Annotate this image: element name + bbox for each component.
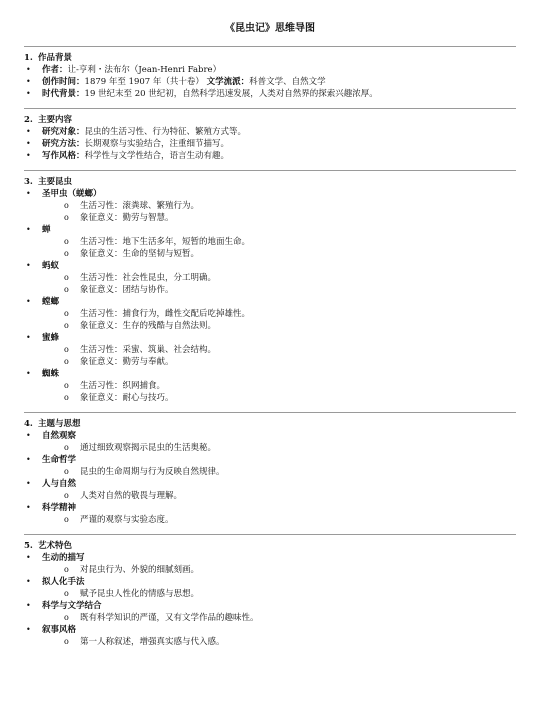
sub-list [64, 308, 516, 332]
sub-list [64, 612, 516, 624]
sub-list [64, 236, 516, 260]
key-colon: ： [76, 77, 85, 87]
sub-list-item [64, 236, 516, 248]
sub-bullet-icon: o [64, 565, 69, 574]
sub-list-item [64, 284, 516, 296]
list-item [24, 368, 516, 404]
bullet-icon: • [26, 127, 31, 136]
sub-list-item [64, 320, 516, 332]
list-item [24, 88, 516, 100]
list-item [24, 126, 516, 138]
theme-desc: 人类对自然的敬畏与理解。 [80, 491, 183, 501]
insect-meaning: 象征意义：生命的坚韧与短暂。 [80, 249, 200, 259]
item-key: 研究对象 [42, 127, 77, 137]
theme-name: 自然观察 [42, 431, 77, 441]
bullet-icon: • [26, 297, 31, 306]
bullet-icon: • [26, 601, 31, 610]
section-art [24, 540, 516, 648]
bullet-icon: • [26, 333, 31, 342]
list-item [24, 454, 516, 478]
sub-list [64, 564, 516, 576]
section-number: 4. [24, 419, 33, 429]
bullet-icon: • [26, 625, 31, 634]
sub-bullet-icon: o [64, 467, 69, 476]
list-item [24, 502, 516, 526]
section-heading [24, 52, 516, 64]
sub-bullet-icon: o [64, 393, 69, 402]
item-value: 让-亨利・法布尔（Jean-Henri Fabre） [67, 65, 222, 75]
sub-list-item [64, 490, 516, 502]
sub-list [64, 200, 516, 224]
key-colon: ： [76, 89, 85, 99]
art-desc: 第一人称叙述，增强真实感与代入感。 [80, 637, 225, 647]
sub-list-item [64, 564, 516, 576]
section-divider [24, 534, 516, 535]
key-colon: ： [76, 139, 85, 149]
list-item [24, 260, 516, 296]
item-value: 科学性与文学性结合，语言生动有趣。 [84, 151, 230, 161]
section-divider [24, 170, 516, 171]
section-number: 1. [24, 53, 33, 63]
bullet-icon: • [26, 151, 31, 160]
insect-habit: 生活习性：社会性昆虫，分工明确。 [80, 273, 217, 283]
list-item [24, 224, 516, 260]
bullet-icon: • [26, 225, 31, 234]
list-item [24, 478, 516, 502]
sub-list-item [64, 272, 516, 284]
content-list [24, 126, 516, 162]
sub-list-item [64, 380, 516, 392]
item-value: 1879 年至 1907 年（共十卷） [84, 77, 204, 87]
section-heading [24, 418, 516, 430]
sub-bullet-icon: o [64, 443, 69, 452]
sub-bullet-icon: o [64, 213, 69, 222]
art-desc: 赋予昆虫人性化的情感与思想。 [80, 589, 200, 599]
section-heading [24, 540, 516, 552]
list-item [24, 430, 516, 454]
insect-habit: 生活习性：捕食行为，雌性交配后吃掉雄性。 [80, 309, 251, 319]
sub-bullet-icon: o [64, 589, 69, 598]
insects-list [24, 188, 516, 404]
theme-name: 科学精神 [42, 503, 77, 513]
bullet-icon: • [26, 139, 31, 148]
section-title: 作品背景 [38, 53, 73, 63]
section-heading [24, 176, 516, 188]
item-key: 时代背景 [42, 89, 77, 99]
sub-list-item [64, 392, 516, 404]
bullet-icon: • [26, 577, 31, 586]
list-item [24, 624, 516, 648]
art-name: 科学与文学结合 [42, 601, 102, 611]
sub-list [64, 514, 516, 526]
theme-name: 生命哲学 [42, 455, 77, 465]
insect-habit: 生活习性：滚粪球、繁殖行为。 [80, 201, 200, 211]
bullet-icon: • [26, 479, 31, 488]
key-colon: ： [76, 151, 85, 161]
art-desc: 既有科学知识的严谨，又有文学作品的趣味性。 [80, 613, 259, 623]
sub-list [64, 636, 516, 648]
list-item [24, 296, 516, 332]
sub-bullet-icon: o [64, 249, 69, 258]
bullet-icon: • [26, 189, 31, 198]
themes-list [24, 430, 516, 526]
insect-name: 螳螂 [42, 297, 60, 307]
sub-list-item [64, 466, 516, 478]
insect-name: 蚂蚁 [42, 261, 60, 271]
art-name: 拟人化手法 [42, 577, 85, 587]
theme-desc: 通过细致观察揭示昆虫的生活奥秘。 [80, 443, 217, 453]
list-item [24, 76, 516, 88]
background-list [24, 64, 516, 100]
sub-bullet-icon: o [64, 613, 69, 622]
bullet-icon: • [26, 77, 31, 86]
item-value: 科普文学、自然文学 [249, 77, 326, 87]
key-colon: ： [240, 77, 250, 87]
sub-list-item [64, 308, 516, 320]
item-value: 19 世纪末至 20 世纪初，自然科学迅速发展，人类对自然界的探索兴趣浓厚。 [84, 89, 378, 99]
list-item [24, 64, 516, 76]
section-title: 主要昆虫 [38, 177, 73, 187]
insect-name: 蜜蜂 [42, 333, 60, 343]
sub-bullet-icon: o [64, 309, 69, 318]
sub-list [64, 466, 516, 478]
section-number: 5. [24, 541, 33, 551]
item-value: 长期观察与实验结合，注重细节描写。 [84, 139, 230, 149]
insect-name: 蜘蛛 [42, 369, 60, 379]
insect-habit: 生活习性：地下生活多年，短暂的地面生命。 [80, 237, 251, 247]
bullet-icon: • [26, 369, 31, 378]
section-divider [24, 108, 516, 109]
sub-bullet-icon: o [64, 345, 69, 354]
item-key: 创作时间 [42, 77, 77, 87]
sub-list-item [64, 212, 516, 224]
sub-bullet-icon: o [64, 491, 69, 500]
sub-list-item [64, 200, 516, 212]
sub-bullet-icon: o [64, 237, 69, 246]
item-key: 研究方法 [42, 139, 77, 149]
sub-bullet-icon: o [64, 515, 69, 524]
insect-meaning: 象征意义：勤劳与智慧。 [80, 213, 174, 223]
section-content [24, 114, 516, 162]
bullet-icon: • [26, 455, 31, 464]
sub-list [64, 380, 516, 404]
sub-list [64, 442, 516, 454]
sub-list-item [64, 636, 516, 648]
sub-bullet-icon: o [64, 637, 69, 646]
art-list [24, 552, 516, 648]
sub-bullet-icon: o [64, 201, 69, 210]
sub-list-item [64, 356, 516, 368]
insect-meaning: 象征意义：耐心与技巧。 [80, 393, 174, 403]
document-title: 《昆虫记》思维导图 [225, 23, 315, 34]
insect-name: 圣甲虫（蜣螂） [42, 189, 102, 199]
item-value: 昆虫的生活习性、行为特征、繁殖方式等。 [84, 127, 247, 137]
section-background [24, 52, 516, 100]
bullet-icon: • [26, 431, 31, 440]
sub-bullet-icon: o [64, 285, 69, 294]
sub-bullet-icon: o [64, 381, 69, 390]
section-number: 2. [24, 115, 33, 125]
theme-desc: 昆虫的生命周期与行为反映自然规律。 [80, 467, 225, 477]
insect-meaning: 象征意义：团结与协作。 [80, 285, 174, 295]
sub-list [64, 344, 516, 368]
list-item [24, 332, 516, 368]
theme-desc: 严谨的观察与实验态度。 [80, 515, 174, 525]
bullet-icon: • [26, 261, 31, 270]
list-item [24, 138, 516, 150]
sub-list-item [64, 344, 516, 356]
list-item [24, 552, 516, 576]
item-key: 文学流派 [206, 77, 241, 87]
section-title: 主题与思想 [38, 419, 81, 429]
sub-list-item [64, 588, 516, 600]
insect-meaning: 象征意义：勤劳与奉献。 [80, 357, 174, 367]
list-item [24, 576, 516, 600]
bullet-icon: • [26, 65, 31, 74]
art-name: 生动的描写 [42, 553, 85, 563]
section-themes [24, 418, 516, 526]
sub-list-item [64, 514, 516, 526]
bullet-icon: • [26, 553, 31, 562]
section-number: 3. [24, 177, 33, 187]
sub-bullet-icon: o [64, 321, 69, 330]
art-name: 叙事风格 [42, 625, 77, 635]
section-title: 主要内容 [38, 115, 73, 125]
sub-bullet-icon: o [64, 357, 69, 366]
insect-habit: 生活习性：织网捕食。 [80, 381, 166, 391]
section-divider [24, 46, 516, 47]
sub-bullet-icon: o [64, 273, 69, 282]
list-item [24, 188, 516, 224]
list-item [24, 150, 516, 162]
section-title: 艺术特色 [38, 541, 73, 551]
sub-list [64, 490, 516, 502]
section-heading [24, 114, 516, 126]
insect-name: 蝉 [42, 225, 51, 235]
section-divider [24, 412, 516, 413]
sub-list [64, 272, 516, 296]
theme-name: 人与自然 [42, 479, 77, 489]
sub-list-item [64, 442, 516, 454]
section-insects [24, 176, 516, 404]
item-key: 写作风格 [42, 151, 77, 161]
item-key: 作者 [42, 65, 60, 75]
insect-meaning: 象征意义：生存的残酷与自然法则。 [80, 321, 217, 331]
insect-habit: 生活习性：采蜜、筑巢、社会结构。 [80, 345, 217, 355]
art-desc: 对昆虫行为、外貌的细腻刻画。 [80, 565, 200, 575]
sub-list-item [64, 612, 516, 624]
bullet-icon: • [26, 503, 31, 512]
list-item [24, 600, 516, 624]
key-colon: ： [76, 127, 85, 137]
sub-list [64, 588, 516, 600]
sub-list-item [64, 248, 516, 260]
key-colon: ： [59, 65, 68, 75]
bullet-icon: • [26, 89, 31, 98]
